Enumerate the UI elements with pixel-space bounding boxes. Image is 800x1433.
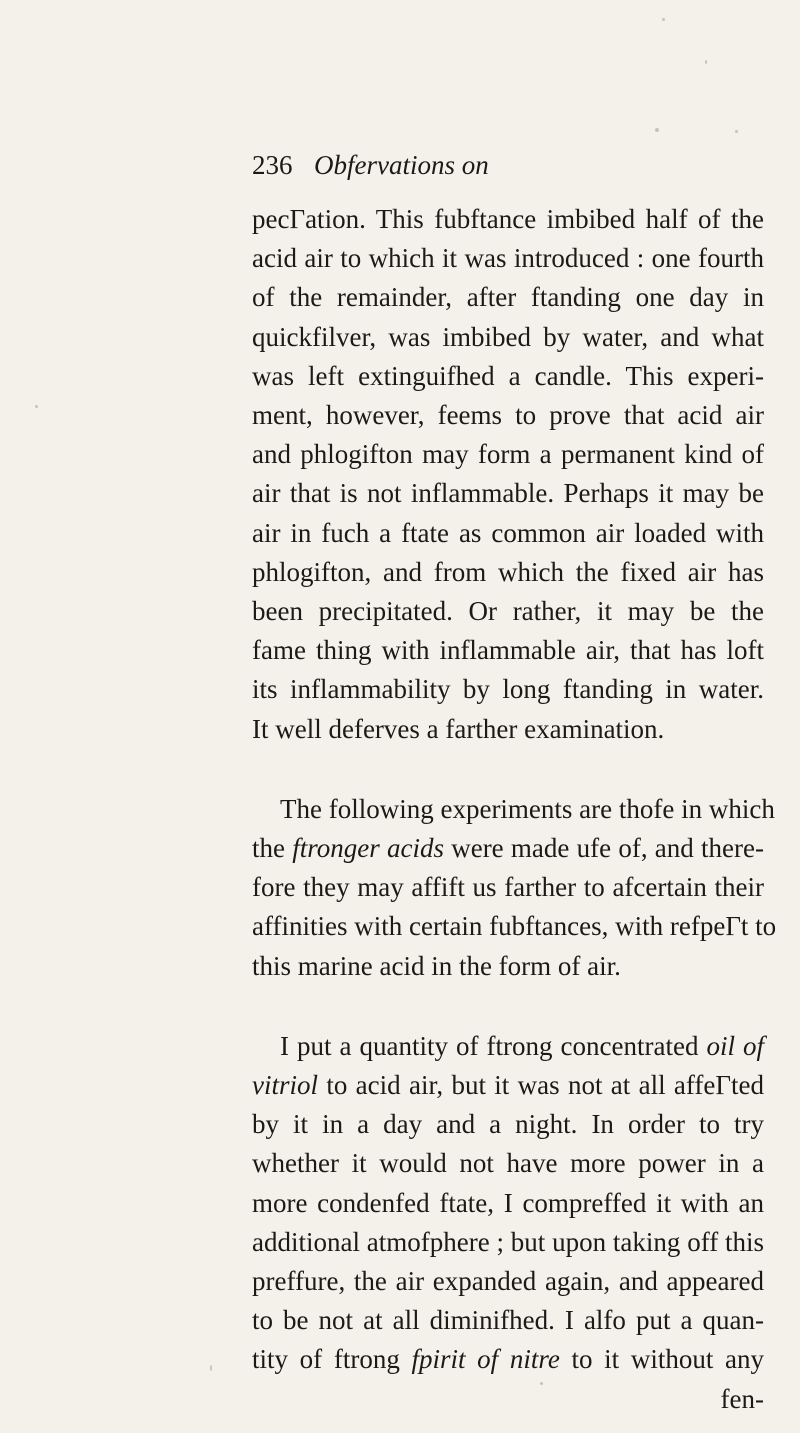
- text-line: [252, 1340, 764, 1379]
- text-line: was left extinguifhed a candle. This experi-: [252, 360, 764, 391]
- text-line: air that is not inflammable. Perhaps it may be: [252, 478, 764, 509]
- italic-term: vitriol: [252, 1070, 318, 1101]
- text-line: fame thing with inflammable air, that has loft: [252, 635, 764, 666]
- text-line: been precipitated. Or rather, it may be the: [252, 596, 764, 627]
- paper-speck: [35, 405, 38, 408]
- text-line: It well deferves a farther examination.: [252, 713, 665, 744]
- body-text: [252, 200, 777, 1419]
- text-line: its inflammability by long ftanding in water.: [252, 674, 764, 705]
- page-header: [252, 150, 772, 200]
- text-run: I put a quantity of ftrong concentrated: [280, 1030, 707, 1061]
- text-line: more condenfed ftate, I compreffed it with an: [252, 1187, 764, 1218]
- catchword: fen-: [720, 1383, 764, 1414]
- text-line: air in fuch a ftate as common air loaded with: [252, 517, 764, 548]
- text-line: [252, 1066, 764, 1105]
- text-line: of the remainder, after ftanding one day in: [252, 282, 764, 313]
- text-line: by it in a day and a night. In order to try: [252, 1109, 764, 1140]
- text-line: acid air to which it was introduced : one fourth: [252, 243, 764, 274]
- paper-speck: [705, 60, 707, 64]
- text-line: preffure, the air expanded again, and appeared: [252, 1266, 764, 1297]
- paper-speck: [662, 18, 665, 21]
- text-line: [252, 829, 764, 868]
- text-line: fore they may affift us farther to afcertain their: [252, 872, 764, 903]
- text-run: the: [252, 833, 293, 864]
- text-run: were made ufe of, and there-: [443, 833, 764, 864]
- text-line: to be not at all diminifhed. I alfo put a quan-: [252, 1305, 764, 1336]
- text-line: and phlogifton may form a permanent kind of: [252, 439, 764, 470]
- running-title: Obfervations on: [314, 150, 489, 180]
- paragraph-gap: [252, 986, 764, 1027]
- page-number: 236: [252, 150, 293, 180]
- paragraph-1: [252, 200, 764, 749]
- italic-term: fpirit of nitre: [411, 1344, 560, 1375]
- italic-term: ftronger acids: [292, 833, 444, 864]
- italic-term: oil of: [706, 1030, 764, 1061]
- paragraph-gap: [252, 749, 764, 790]
- text-line: pecΓation. This fubftance imbibed half of the: [252, 204, 764, 234]
- paragraph-2: [252, 790, 777, 986]
- text-line: whether it would not have more power in a: [252, 1148, 764, 1179]
- text-line: affinities with certain fubftances, with refpeΓt to: [252, 911, 777, 942]
- paper-speck: [735, 130, 738, 133]
- text-line: additional atmofphere ; but upon taking off this: [252, 1226, 764, 1257]
- text-run: to acid air, but it was not at all affeΓted: [318, 1070, 764, 1101]
- paper-speck: [655, 128, 659, 132]
- text-line: The following experiments are thofe in which: [280, 793, 775, 824]
- text-line: phlogifton, and from which the fixed air has: [252, 556, 764, 587]
- text-line: [252, 1027, 764, 1066]
- paper-speck: [540, 1382, 543, 1385]
- text-line: quickfilver, was imbibed by water, and what: [252, 321, 764, 352]
- paper-speck: [210, 1365, 212, 1371]
- text-line: ment, however, feems to prove that acid air: [252, 400, 764, 431]
- text-run: to it without any: [559, 1344, 764, 1375]
- text-line: this marine acid in the form of air.: [252, 950, 621, 981]
- paragraph-3: [252, 1027, 764, 1419]
- text-run: tity of ftrong: [252, 1344, 412, 1375]
